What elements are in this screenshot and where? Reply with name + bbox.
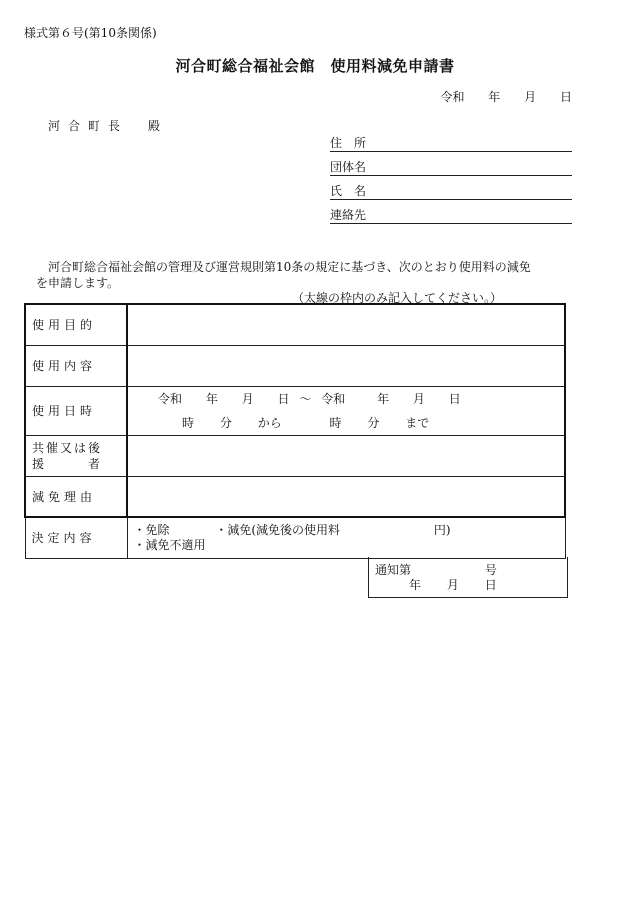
purpose-label: 使用目的 — [25, 304, 127, 345]
notice-year: 年 — [409, 578, 422, 592]
reason-label: 減免理由 — [25, 476, 127, 517]
group-name-field[interactable] — [330, 158, 572, 176]
instruction-note: （太線の枠内のみ記入してください。） — [291, 291, 502, 305]
application-statement — [36, 259, 566, 291]
decision-content — [127, 517, 565, 558]
reduction-option[interactable]: ・減免(減免後の使用料 — [215, 522, 341, 537]
group-name-label: 団体名 — [330, 160, 367, 174]
table-row — [25, 435, 565, 476]
statement-line-1: 河合町総合福祉会館の管理及び運営規則第10条の規定に基づき、次のとおり使用料の減免 — [48, 260, 531, 274]
not-applicable-option[interactable]: ・減免不適用 — [133, 537, 206, 552]
contact-field[interactable] — [330, 206, 572, 224]
date-day: 日 — [559, 90, 572, 104]
end-day: 日 — [448, 391, 461, 406]
notice-day: 日 — [484, 578, 497, 592]
form-number: 様式第６号(第10条関係) — [24, 26, 157, 40]
name-field[interactable] — [330, 182, 572, 200]
date-era: 令和 — [440, 90, 465, 104]
contact-label: 連絡先 — [330, 208, 367, 222]
from-text: から — [257, 415, 282, 430]
purpose-input[interactable] — [127, 304, 565, 345]
start-month: 月 — [241, 391, 254, 406]
reason-input[interactable] — [127, 476, 565, 517]
datetime-time-range — [134, 411, 558, 435]
decision-label: 決定内容 — [25, 517, 127, 558]
date-month: 月 — [524, 90, 537, 104]
start-era: 令和 — [158, 391, 183, 406]
content-input[interactable] — [127, 345, 565, 386]
end-year: 年 — [377, 391, 390, 406]
sponsor-label-line-1: 共催又は後 — [32, 440, 103, 455]
content-label: 使用内容 — [25, 345, 127, 386]
end-minute: 分 — [367, 415, 380, 430]
start-year: 年 — [205, 391, 218, 406]
date-year: 年 — [488, 90, 501, 104]
decision-line-2 — [134, 538, 559, 553]
range-tilde: ～ — [299, 391, 312, 406]
application-table — [24, 303, 566, 559]
sponsor-label — [25, 435, 127, 476]
notice-date-line — [369, 578, 567, 593]
end-era: 令和 — [321, 391, 346, 406]
table-row — [25, 476, 565, 517]
notice-number-line — [369, 557, 567, 578]
end-hour: 時 — [329, 415, 342, 430]
statement-line-2: を申請します。 — [36, 276, 120, 290]
notice-month: 月 — [446, 578, 459, 592]
yen-label: 円) — [433, 522, 451, 537]
address-field[interactable] — [330, 134, 572, 152]
datetime-input[interactable] — [127, 386, 565, 435]
sponsor-input[interactable] — [127, 435, 565, 476]
notice-box — [368, 557, 568, 598]
table-row — [25, 386, 565, 435]
page-title: 河合町総合福祉会館 使用料減免申請書 — [175, 57, 455, 75]
end-month: 月 — [412, 391, 425, 406]
decision-line-1 — [134, 523, 559, 538]
until-text: まで — [405, 415, 430, 430]
table-row — [25, 517, 565, 558]
start-hour: 時 — [182, 415, 195, 430]
notice-prefix: 通知第 — [375, 563, 412, 577]
notice-suffix: 号 — [484, 563, 497, 577]
address-label: 住 所 — [330, 136, 367, 150]
table-row — [25, 304, 565, 345]
start-minute: 分 — [219, 415, 232, 430]
table-row — [25, 345, 565, 386]
addressee: 河合町長 殿 — [48, 119, 169, 133]
start-day: 日 — [277, 391, 290, 406]
datetime-date-range — [134, 387, 558, 411]
application-date — [440, 88, 572, 105]
sponsor-label-line-2: 援 者 — [32, 456, 103, 471]
exemption-option[interactable]: ・免除 — [133, 522, 170, 537]
name-label: 氏 名 — [330, 184, 367, 198]
datetime-label: 使用日時 — [25, 386, 127, 435]
